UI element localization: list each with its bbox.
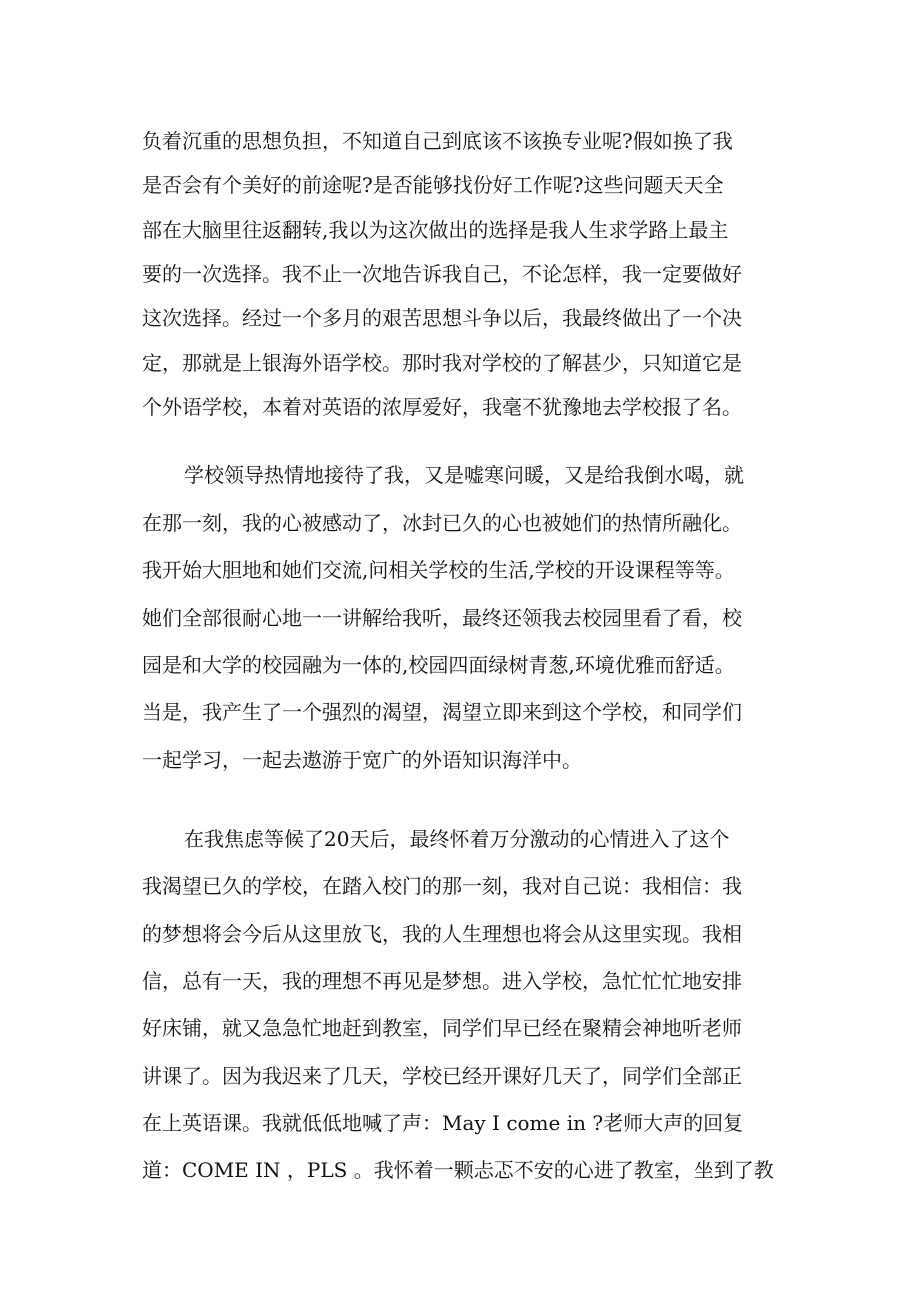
paragraph-line: 是否会有个美好的前途呢?是否能够找份好工作呢?这些问题天天全	[142, 173, 724, 197]
paragraph-line: 当是，我产生了一个强烈的渴望，渴望立即来到这个学校，和同学们	[142, 700, 742, 724]
paragraph-line: 好床铺，就又急急忙地赶到教室，同学们早已经在聚精会神地听老师	[142, 1016, 742, 1040]
paragraph-line: 负着沉重的思想负担，不知道自己到底该不该换专业呢?假如换了我	[142, 129, 733, 153]
paragraph-line: 的梦想将会今后从这里放飞，我的人生理想也将会从这里实现。我相	[142, 922, 742, 946]
paragraph-line: 一起学习，一起去遨游于宽广的外语知识海洋中。	[142, 748, 582, 772]
paragraph-line: 要的一次选择。我不止一次地告诉我自己，不论怎样，我一定要做好	[142, 262, 742, 286]
paragraph-line: 我渴望已久的学校，在踏入校门的那一刻，我对自己说：我相信：我	[142, 874, 742, 898]
paragraph-line: 信，总有一天，我的理想不再见是梦想。进入学校，急忙忙忙地安排	[142, 969, 742, 993]
paragraph-line: 讲课了。因为我迟来了几天，学校已经开课好几天了，同学们全部正	[142, 1064, 742, 1088]
paragraph-line: 在我焦虑等候了20天后，最终怀着万分激动的心情进入了这个	[184, 827, 730, 851]
paragraph-line: 我开始大胆地和她们交流,问相关学校的生活,学校的开设课程等等。	[142, 558, 735, 582]
paragraph-line: 学校领导热情地接待了我，又是嘘寒问暖，又是给我倒水喝，就	[184, 463, 744, 487]
paragraph-line: 这次选择。经过一个多月的艰苦思想斗争以后，我最终做出了一个决	[142, 306, 742, 330]
paragraph-line: 定，那就是上银海外语学校。那时我对学校的了解甚少，只知道它是	[142, 351, 742, 375]
paragraph-line: 园是和大学的校园融为一体的,校园四面绿树青葱,环境优雅而舒适。	[142, 653, 735, 677]
paragraph-line: 她们全部很耐心地一一讲解给我听，最终还领我去校园里看了看，校	[142, 606, 742, 630]
paragraph-line: 部在大脑里往返翻转,我以为这次做出的选择是我人生求学路上最主	[142, 218, 729, 242]
paragraph-line: 在上英语课。我就低低地喊了声：May I come in ?老师大声的回复	[142, 1111, 744, 1135]
paragraph-line: 道：COME IN ，PLS 。我怀着一颗忐忑不安的心进了教室，坐到了教	[142, 1158, 774, 1182]
paragraph-line: 个外语学校，本着对英语的浓厚爱好，我毫不犹豫地去学校报了名。	[142, 395, 742, 419]
paragraph-line: 在那一刻，我的心被感动了，冰封已久的心也被她们的热情所融化。	[142, 511, 742, 535]
